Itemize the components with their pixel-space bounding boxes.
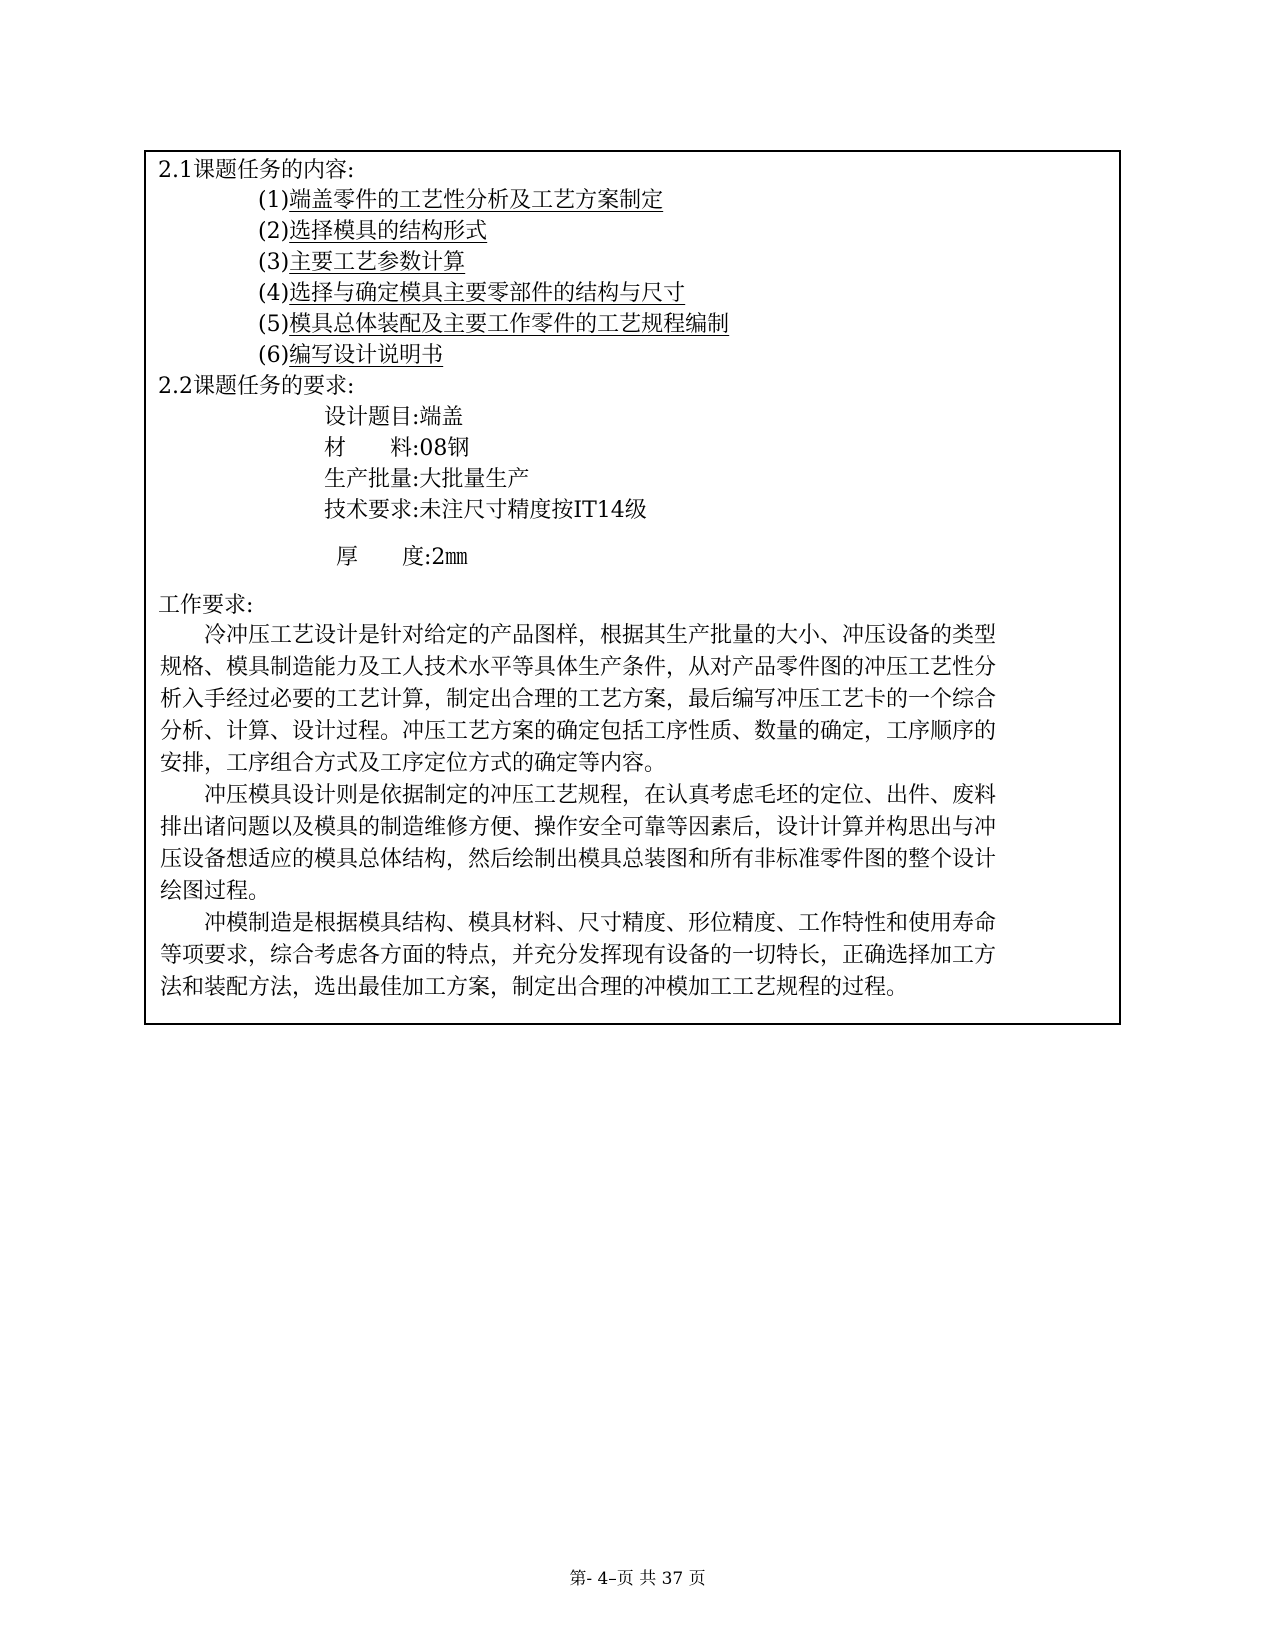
task-item-5 <box>258 311 729 339</box>
work-heading: 工作要求: <box>158 593 254 618</box>
section-2-2-heading: 2.2课题任务的要求: <box>158 374 355 399</box>
spec-tech <box>324 497 647 525</box>
task-item-number: (5) <box>258 312 290 337</box>
task-item-number: (4) <box>258 281 290 306</box>
work-paragraph-1 <box>160 620 1110 780</box>
paragraph-line: 等项要求，综合考虑各方面的特点，并充分发挥现有设备的一切特长，正确选择加工方 <box>160 943 997 968</box>
work-paragraph-2 <box>160 780 1110 908</box>
spec-value: 端盖 <box>419 405 464 430</box>
spec-value: 2㎜ <box>431 545 468 570</box>
paragraph-line: 安排，工序组合方式及工序定位方式的确定等内容。 <box>160 751 667 776</box>
task-item-text: 选择模具的结构形式 <box>289 219 488 244</box>
task-item-text: 端盖零件的工艺性分析及工艺方案制定 <box>289 188 664 213</box>
spec-label: 厚 度: <box>336 545 432 570</box>
task-item-text: 模具总体装配及主要工作零件的工艺规程编制 <box>289 312 730 337</box>
paragraph-line: 法和装配方法，选出最佳加工方案，制定出合理的冲模加工工艺规程的过程。 <box>160 975 909 1000</box>
task-item-2 <box>258 218 487 246</box>
task-item-1 <box>258 187 663 215</box>
section-2-1-heading: 2.1课题任务的内容: <box>158 158 355 183</box>
spec-material <box>324 435 469 463</box>
task-item-text: 主要工艺参数计算 <box>289 250 466 275</box>
paragraph-line: 析入手经过必要的工艺计算，制定出合理的工艺方案，最后编写冲压工艺卡的一个综合 <box>160 687 997 712</box>
task-table <box>144 150 1121 1025</box>
task-item-number: (6) <box>258 343 290 368</box>
task-item-text: 选择与确定模具主要零部件的结构与尺寸 <box>289 281 686 306</box>
task-item-number: (3) <box>258 250 290 275</box>
task-item-number: (2) <box>258 219 290 244</box>
spec-label: 技术要求: <box>324 498 420 523</box>
page-footer: 第- 4–页 共 37 页 <box>569 1569 706 1589</box>
paragraph-line: 冲模制造是根据模具结构、模具材料、尺寸精度、形位精度、工作特性和使用寿命 <box>160 911 997 936</box>
task-item-4 <box>258 280 685 308</box>
spec-value: 08钢 <box>419 436 470 461</box>
spec-label: 设计题目: <box>324 405 420 430</box>
spec-design-title <box>324 404 463 432</box>
task-item-number: (1) <box>258 188 290 213</box>
paragraph-line: 冷冲压工艺设计是针对给定的产品图样，根据其生产批量的大小、冲压设备的类型 <box>160 623 997 648</box>
paragraph-line: 排出诸问题以及模具的制造维修方便、操作安全可靠等因素后，设计计算并构思出与冲 <box>160 815 997 840</box>
paragraph-line: 规格、模具制造能力及工人技术水平等具体生产条件，从对产品零件图的冲压工艺性分 <box>160 655 997 680</box>
paragraph-line: 分析、计算、设计过程。冲压工艺方案的确定包括工序性质、数量的确定，工序顺序的 <box>160 719 997 744</box>
paragraph-line: 冲压模具设计则是依据制定的冲压工艺规程，在认真考虑毛坯的定位、出件、废料 <box>160 783 997 808</box>
paragraph-line: 压设备想适应的模具总体结构，然后绘制出模具总装图和所有非标准零件图的整个设计 <box>160 847 997 872</box>
task-item-6 <box>258 342 443 370</box>
spec-label: 生产批量: <box>324 467 420 492</box>
work-paragraph-3 <box>160 908 1110 1004</box>
spec-value: 未注尺寸精度按IT14级 <box>419 498 647 523</box>
task-item-text: 编写设计说明书 <box>289 343 444 368</box>
spec-label: 材 料: <box>324 436 420 461</box>
spec-thickness <box>336 544 467 572</box>
spec-batch <box>324 466 529 494</box>
paragraph-line: 绘图过程。 <box>160 879 271 904</box>
spec-value: 大批量生产 <box>419 467 530 492</box>
task-item-3 <box>258 249 465 277</box>
